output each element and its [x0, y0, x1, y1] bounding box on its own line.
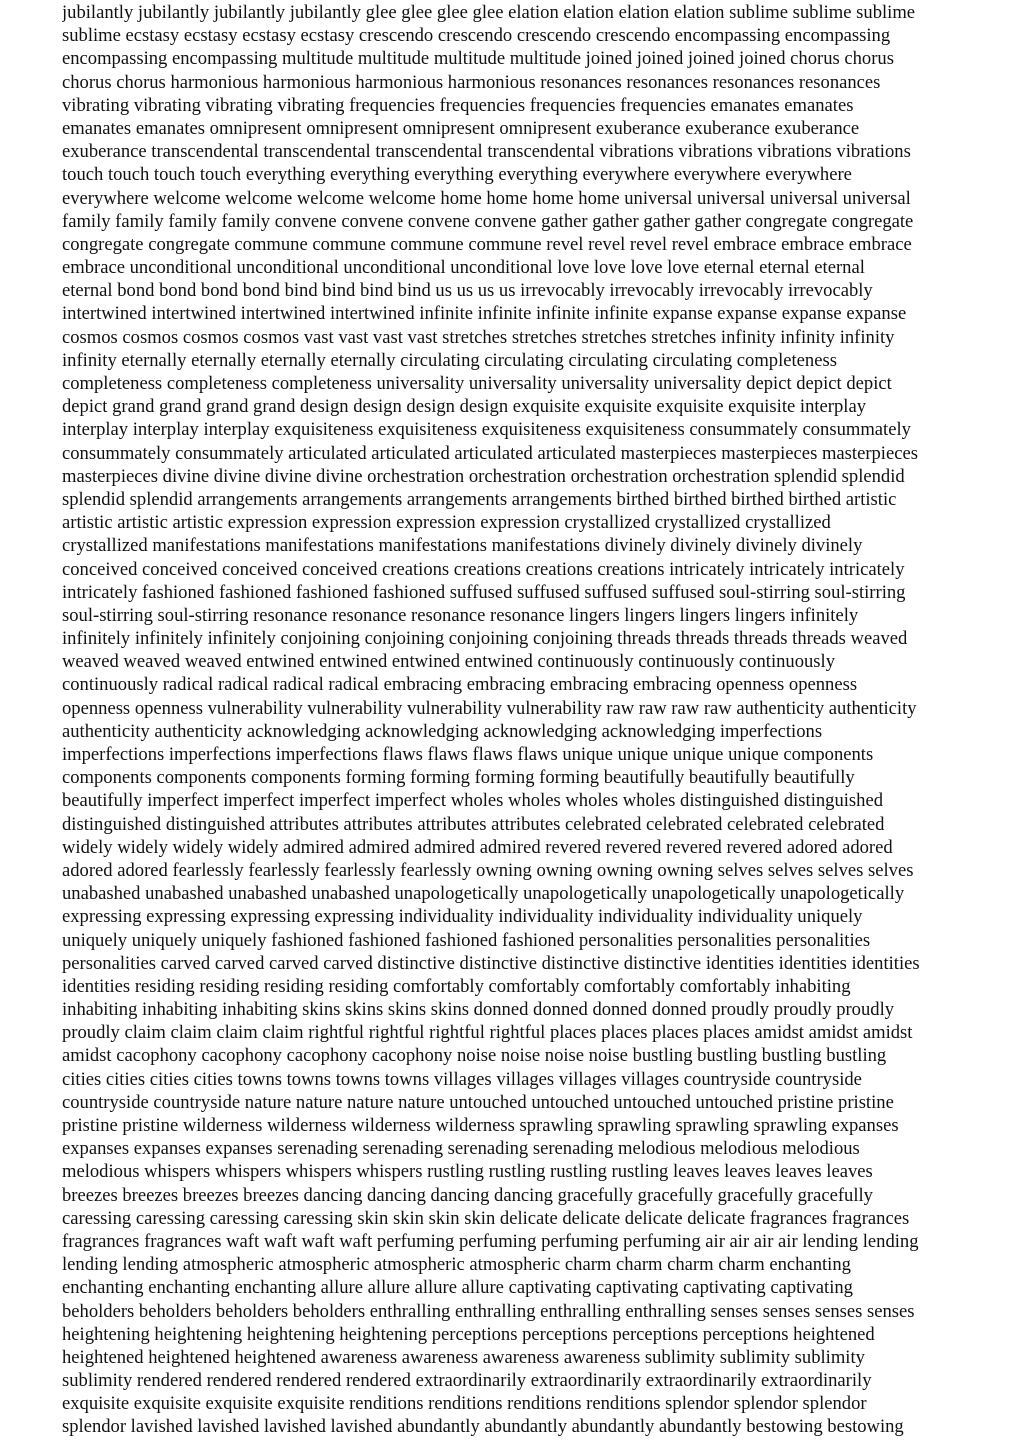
- text-line: unabashed unabashed unabashed unabashed unapologetically unapologetically unapologetically unapologetically: [62, 883, 905, 905]
- text-line: breezes breezes breezes breezes dancing dancing dancing dancing gracefully gracefully gracefully gracefully: [62, 1184, 873, 1206]
- text-line: masterpieces divine divine divine divine orchestration orchestration orchestration orchestration splendid splendid: [62, 465, 905, 487]
- text-line: beautifully imperfect imperfect imperfect imperfect wholes wholes wholes wholes distinguished distinguished: [62, 790, 884, 812]
- text-line: beholders beholders beholders beholders enthralling enthralling enthralling enthralling senses senses senses senses: [62, 1300, 915, 1322]
- text-line: vibrating vibrating vibrating vibrating frequencies frequencies frequencies frequencies emanates emanates: [62, 94, 854, 116]
- text-line: sublime ecstasy ecstasy ecstasy ecstasy crescendo crescendo crescendo crescendo encompassing encompassing: [62, 25, 891, 47]
- text-line: intricately fashioned fashioned fashioned fashioned suffused suffused suffused suffused soul-stirring soul-stirring: [62, 581, 906, 603]
- text-line: cities cities cities cities towns towns towns towns villages villages villages villages countryside countryside: [62, 1068, 862, 1090]
- text-line: pristine pristine wilderness wilderness wilderness wilderness sprawling sprawling sprawling sprawling expanses: [62, 1115, 899, 1136]
- text-line: inhabiting inhabiting inhabiting skins skins skins skins donned donned donned donned proudly proudly proudly: [62, 999, 895, 1021]
- text-line: authenticity authenticity acknowledging acknowledging acknowledging acknowledging imperfections: [62, 720, 823, 742]
- text-line: openness openness vulnerability vulnerability vulnerability vulnerability raw raw raw raw authenticity authenticity: [62, 697, 917, 719]
- text-line: exuberance transcendental transcendental transcendental transcendental vibrations vibrations vibrations vibrations: [62, 141, 911, 163]
- text-line: splendid splendid arrangements arrangements arrangements arrangements birthed birthed birthed birthed artistic: [62, 488, 897, 510]
- text-line: caressing caressing caressing caressing skin skin skin skin delicate delicate delicate delicate fragrances fragrances: [62, 1207, 910, 1229]
- text-line: embrace unconditional unconditional unconditional unconditional love love love love eternal eternal eternal: [62, 257, 865, 279]
- text-line: congregate congregate commune commune commune commune revel revel revel revel embrace embrace embrace: [62, 233, 912, 255]
- text-line: eternal bond bond bond bond bind bind bind bind us us us us irrevocably irrevocably irrevocably irrevocably: [62, 280, 873, 302]
- text-line: family family family family convene convene convene convene gather gather gather gather congregate congregate: [62, 210, 914, 232]
- text-line: interplay interplay interplay exquisiteness exquisiteness exquisiteness exquisiteness consummately consummately: [62, 419, 911, 441]
- text-line: soul-stirring soul-stirring resonance resonance resonance resonance lingers lingers lingers lingers infinitely: [62, 604, 859, 626]
- text-line: heightening heightening heightening heightening perceptions perceptions perceptions perceptions heightened: [62, 1323, 875, 1345]
- text-line: personalities carved carved carved carved distinctive distinctive distinctive distinctive identities identities identities: [62, 952, 920, 974]
- text-line: infinity eternally eternally eternally eternally circulating circulating circulating circulating completeness: [62, 349, 837, 371]
- text-line: infinitely infinitely infinitely conjoining conjoining conjoining conjoining threads threads threads threads weaved: [62, 628, 908, 650]
- text-line: completeness completeness completeness universality universality universality universality depict depict depict: [62, 373, 892, 394]
- text-line: exquisite exquisite exquisite exquisite renditions renditions renditions renditions splendor splendor splendor: [62, 1393, 867, 1415]
- text-line: amidst cacophony cacophony cacophony cacophony noise noise noise noise bustling bustling bustling bustling: [62, 1045, 887, 1067]
- text-line: expanses expanses expanses serenading serenading serenading serenading melodious melodious melodious: [62, 1138, 860, 1160]
- text-line: touch touch touch touch everything everything everything everything everywhere everywhere everywhere: [62, 164, 852, 186]
- text-line: uniquely uniquely uniquely fashioned fashioned fashioned fashioned personalities personalities personalities: [62, 929, 871, 951]
- text-line: intertwined intertwined intertwined intertwined infinite infinite infinite infinite expanse expanse expanse expanse: [62, 303, 907, 325]
- body-text: [62, 1, 1022, 1439]
- text-line: weaved weaved weaved entwined entwined entwined entwined continuously continuously continuously: [62, 651, 835, 673]
- document-page: [62, 0, 1022, 1446]
- text-line: splendor lavished lavished lavished lavished abundantly abundantly abundantly abundantly bestowing bestowing: [62, 1416, 904, 1438]
- text-line: identities residing residing residing residing comfortably comfortably comfortably comfortably inhabiting: [62, 975, 851, 997]
- text-line: emanates emanates omnipresent omnipresent omnipresent omnipresent exuberance exuberance exuberance: [62, 117, 860, 139]
- text-line: everywhere welcome welcome welcome welcome home home home home universal universal universal universal: [62, 187, 911, 209]
- text-line: proudly claim claim claim claim rightful rightful rightful rightful places places places places amidst amidst amidst: [62, 1022, 913, 1044]
- text-line: melodious whispers whispers whispers whispers rustling rustling rustling rustling leaves leaves leaves leaves: [62, 1161, 873, 1183]
- text-line: components components components forming forming forming forming beautifully beautifully beautifully: [62, 767, 855, 789]
- text-line: depict grand grand grand grand design design design design exquisite exquisite exquisite exquisite interplay: [62, 396, 866, 418]
- text-line: countryside countryside nature nature nature nature untouched untouched untouched untouched pristine pristine: [62, 1091, 894, 1113]
- text-line: distinguished distinguished attributes attributes attributes attributes celebrated celebrated celebrated celebrated: [62, 813, 885, 835]
- text-line: artistic artistic artistic expression expression expression expression crystallized crystallized crystallized: [62, 512, 831, 534]
- text-line: continuously radical radical radical radical embracing embracing embracing embracing openness openness: [62, 674, 858, 696]
- text-line: encompassing encompassing multitude multitude multitude multitude joined joined joined joined chorus chorus: [62, 48, 894, 70]
- text-line: expressing expressing expressing expressing individuality individuality individuality individuality uniquely: [62, 906, 863, 928]
- text-line: jubilantly jubilantly jubilantly jubilantly glee glee glee glee elation elation elation elation sublime sublime sublime: [62, 2, 916, 23]
- text-line: imperfections imperfections imperfections flaws flaws flaws flaws unique unique unique unique components: [62, 744, 874, 765]
- text-line: heightened heightened heightened awareness awareness awareness awareness sublimity sublimity sublimity: [62, 1346, 865, 1368]
- text-line: crystallized manifestations manifestations manifestations manifestations divinely divinely divinely divinely: [62, 535, 863, 557]
- text-line: cosmos cosmos cosmos cosmos vast vast vast vast stretches stretches stretches stretches infinity infinity infinity: [62, 326, 895, 348]
- text-line: consummately consummately articulated articulated articulated articulated masterpieces masterpieces masterpieces: [62, 442, 918, 464]
- text-line: conceived conceived conceived conceived creations creations creations creations intricately intricately intricately: [62, 558, 905, 580]
- text-line: chorus chorus harmonious harmonious harmonious harmonious resonances resonances resonances resonances: [62, 71, 881, 93]
- text-line: fragrances fragrances waft waft waft waft perfuming perfuming perfuming perfuming air air air air lending lending: [62, 1230, 919, 1252]
- text-line: lending lending atmospheric atmospheric atmospheric atmospheric charm charm charm charm enchanting: [62, 1254, 851, 1276]
- text-line: sublimity rendered rendered rendered rendered extraordinarily extraordinarily extraordinarily extraordinarily: [62, 1370, 872, 1392]
- text-line: widely widely widely widely admired admired admired admired revered revered revered revered adored adored: [62, 836, 893, 858]
- text-line: adored adored fearlessly fearlessly fearlessly fearlessly owning owning owning owning selves selves selves selves: [62, 859, 914, 881]
- text-line: enchanting enchanting enchanting allure allure allure allure captivating captivating captivating captivating: [62, 1277, 853, 1299]
